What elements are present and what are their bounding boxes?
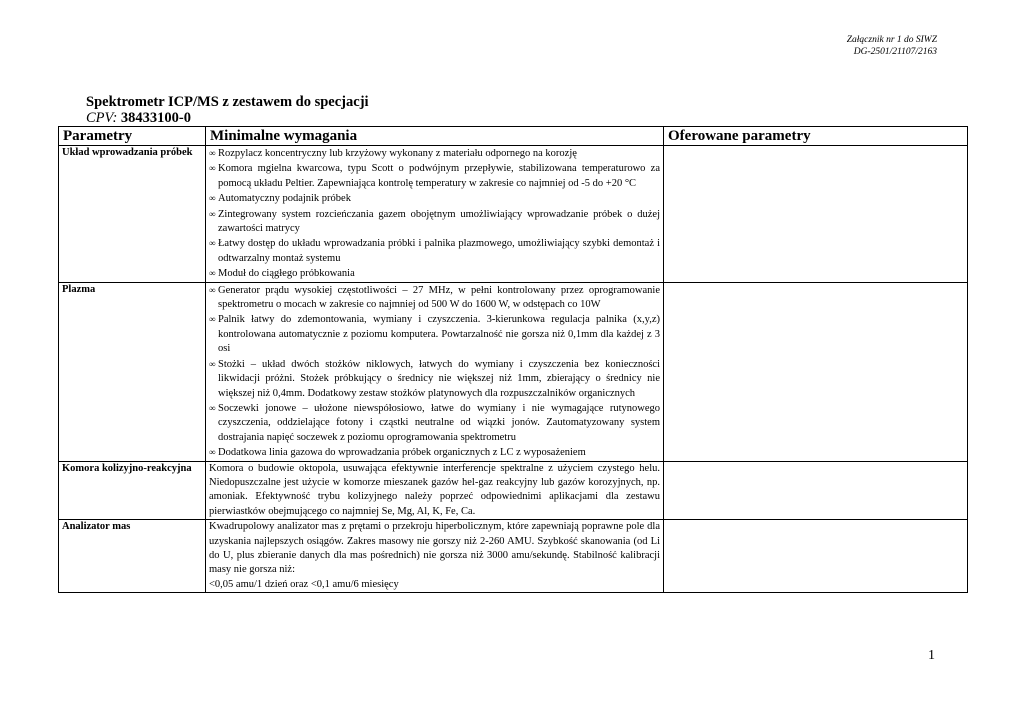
offered-cell[interactable] [664, 146, 968, 283]
offered-cell[interactable] [664, 461, 968, 520]
annex-line-1: Załącznik nr 1 do SIWZ [846, 35, 937, 45]
bullet-icon: ∞ [209, 238, 216, 249]
list-item: ∞ Stożki – układ dwóch stożków niklowych, łatwych do wymiany i czyszczenia bez konieczności likwidacji próżni. Stożek próbkujący o średnicy nie większej niż 1mm, zbierający o średnicy nie większej niż 0,4mm. Dodatkowy zestaw stożków platynowych dla rozpuszczalników organicznych [209, 358, 660, 399]
requirements-cell [206, 520, 664, 593]
list-item: ∞ Soczewki jonowe – ułożone niewspółosiowo, łatwe do wymiany i nie wymagające rutynowego czyszczenia, oddzielające fotony i cząstki neutralne od wiązki jonów. Zautomatyzowany system dostrajania napięć soczewek z poziomu oprogramowania spektrometru [209, 402, 660, 443]
requirement-text-2: <0,05 amu/1 dzień oraz <0,1 amu/6 miesięcy [209, 578, 399, 590]
cpv-code: 38433100-0 [120, 110, 191, 126]
table-row [59, 520, 968, 593]
list-item: ∞ Automatyczny podajnik próbek [209, 193, 351, 205]
list-item: ∞ Moduł do ciągłego próbkowania [209, 268, 355, 280]
annex-reference [847, 34, 937, 58]
bullet-icon: ∞ [209, 284, 216, 295]
table-header-row [59, 127, 968, 146]
requirements-cell [206, 282, 664, 461]
header-minimalne-wymagania: Minimalne wymagania [206, 127, 664, 146]
offered-cell[interactable] [664, 520, 968, 593]
requirement-text: Kwadrupolowy analizator mas z prętami o przekroju hiperbolicznym, które zapewniają poprawne pole dla uzyskania najlepszych osiągów. Zakres masowy nie gorszy niż 2-260 AMU. Szybkość skanowania (od Li do U, plus zbieranie danych dla mas pośrednich) nie gorsza niż 3000 amu/sekundę. Stabilność kalibracji masy nie gorsza niż: [209, 521, 660, 576]
list-item: ∞ Zintegrowany system rozcieńczania gazem obojętnym umożliwiający wprowadzanie próbek o dużej zawartości matrycy [209, 208, 660, 235]
list-item: ∞ Palnik łatwy do zdemontowania, wymiany i czyszczenia. 3-kierunkowa regulacja palnika (x,y,z) kontrolowana automatycznie z poziomu komputera. Powtarzalność nie gorsza niż 0,1mm dla każdej z 3 osi [209, 314, 660, 355]
header-parametry: Parametry [59, 127, 206, 146]
table-row [59, 146, 968, 283]
list-item: ∞ Komora mgielna kwarcowa, typu Scott o podwójnym przepływie, stabilizowana temperaturowo za pomocą układu Peltier. Zapewniająca kontrolę temperatury w zakresie co najmniej od -5 do +20 °C [209, 163, 660, 189]
bullet-icon: ∞ [209, 447, 216, 458]
bullet-icon: ∞ [209, 314, 216, 325]
param-cell: Układ wprowadzania próbek [59, 146, 206, 283]
list-item: ∞ Generator prądu wysokiej częstotliwości – 27 MHz, w pełni kontrolowany przez oprogramowanie spektrometru o mocach w zakresie co najmniej od 500 W do 1600 W, w odstępach co 10W [209, 284, 660, 311]
table-row [59, 282, 968, 461]
requirement-text: Komora o budowie oktopola, usuwająca efektywnie interferencje spektralne z użyciem czystego helu. Niedopuszczalne jest użycie w komorze mieszanek gazów hel-gaz reakcyjny lub gazów korozyjnych, np. amoniak. Efektywność trybu kolizyjnego należy poprzeć odpowiednimi aplikacjami dla zestawu pierwiastków obejmującego co najmniej Se, Mg, Al, K, Fe, Ca. [209, 462, 660, 517]
requirements-cell [206, 461, 664, 520]
param-cell: Komora kolizyjno-reakcyjna [59, 461, 206, 520]
param-cell: Analizator mas [59, 520, 206, 593]
list-item: ∞ Dodatkowa linia gazowa do wprowadzania próbek organicznych z LC z wyposażeniem [209, 447, 586, 459]
list-item: ∞ Łatwy dostęp do układu wprowadzania próbki i palnika plazmowego, umożliwiający szybki demontaż i odtwarzalny montaż systemu [209, 238, 660, 264]
bullet-icon: ∞ [209, 268, 216, 279]
page-number: 1 [928, 648, 935, 663]
bullet-icon: ∞ [209, 358, 216, 369]
offered-cell[interactable] [664, 282, 968, 461]
bullet-icon: ∞ [209, 402, 216, 413]
cpv-label: CPV: [86, 110, 118, 126]
table-row [59, 461, 968, 520]
bullet-icon: ∞ [209, 148, 216, 158]
cpv-line [86, 110, 191, 127]
bullet-icon: ∞ [209, 193, 216, 204]
bullet-icon: ∞ [209, 163, 216, 174]
requirements-cell [206, 146, 664, 283]
header-oferowane-parametry: Oferowane parametry [664, 127, 968, 146]
annex-line-2: DG-2501/21107/2163 [853, 47, 937, 57]
list-item: ∞ Rozpylacz koncentryczny lub krzyżowy wykonany z materiału odpornego na korozję [209, 148, 577, 159]
document-title: Spektrometr ICP/MS z zestawem do specjacji [86, 94, 369, 110]
bullet-icon: ∞ [209, 208, 216, 219]
param-cell: Plazma [59, 282, 206, 461]
specification-table [58, 126, 968, 593]
